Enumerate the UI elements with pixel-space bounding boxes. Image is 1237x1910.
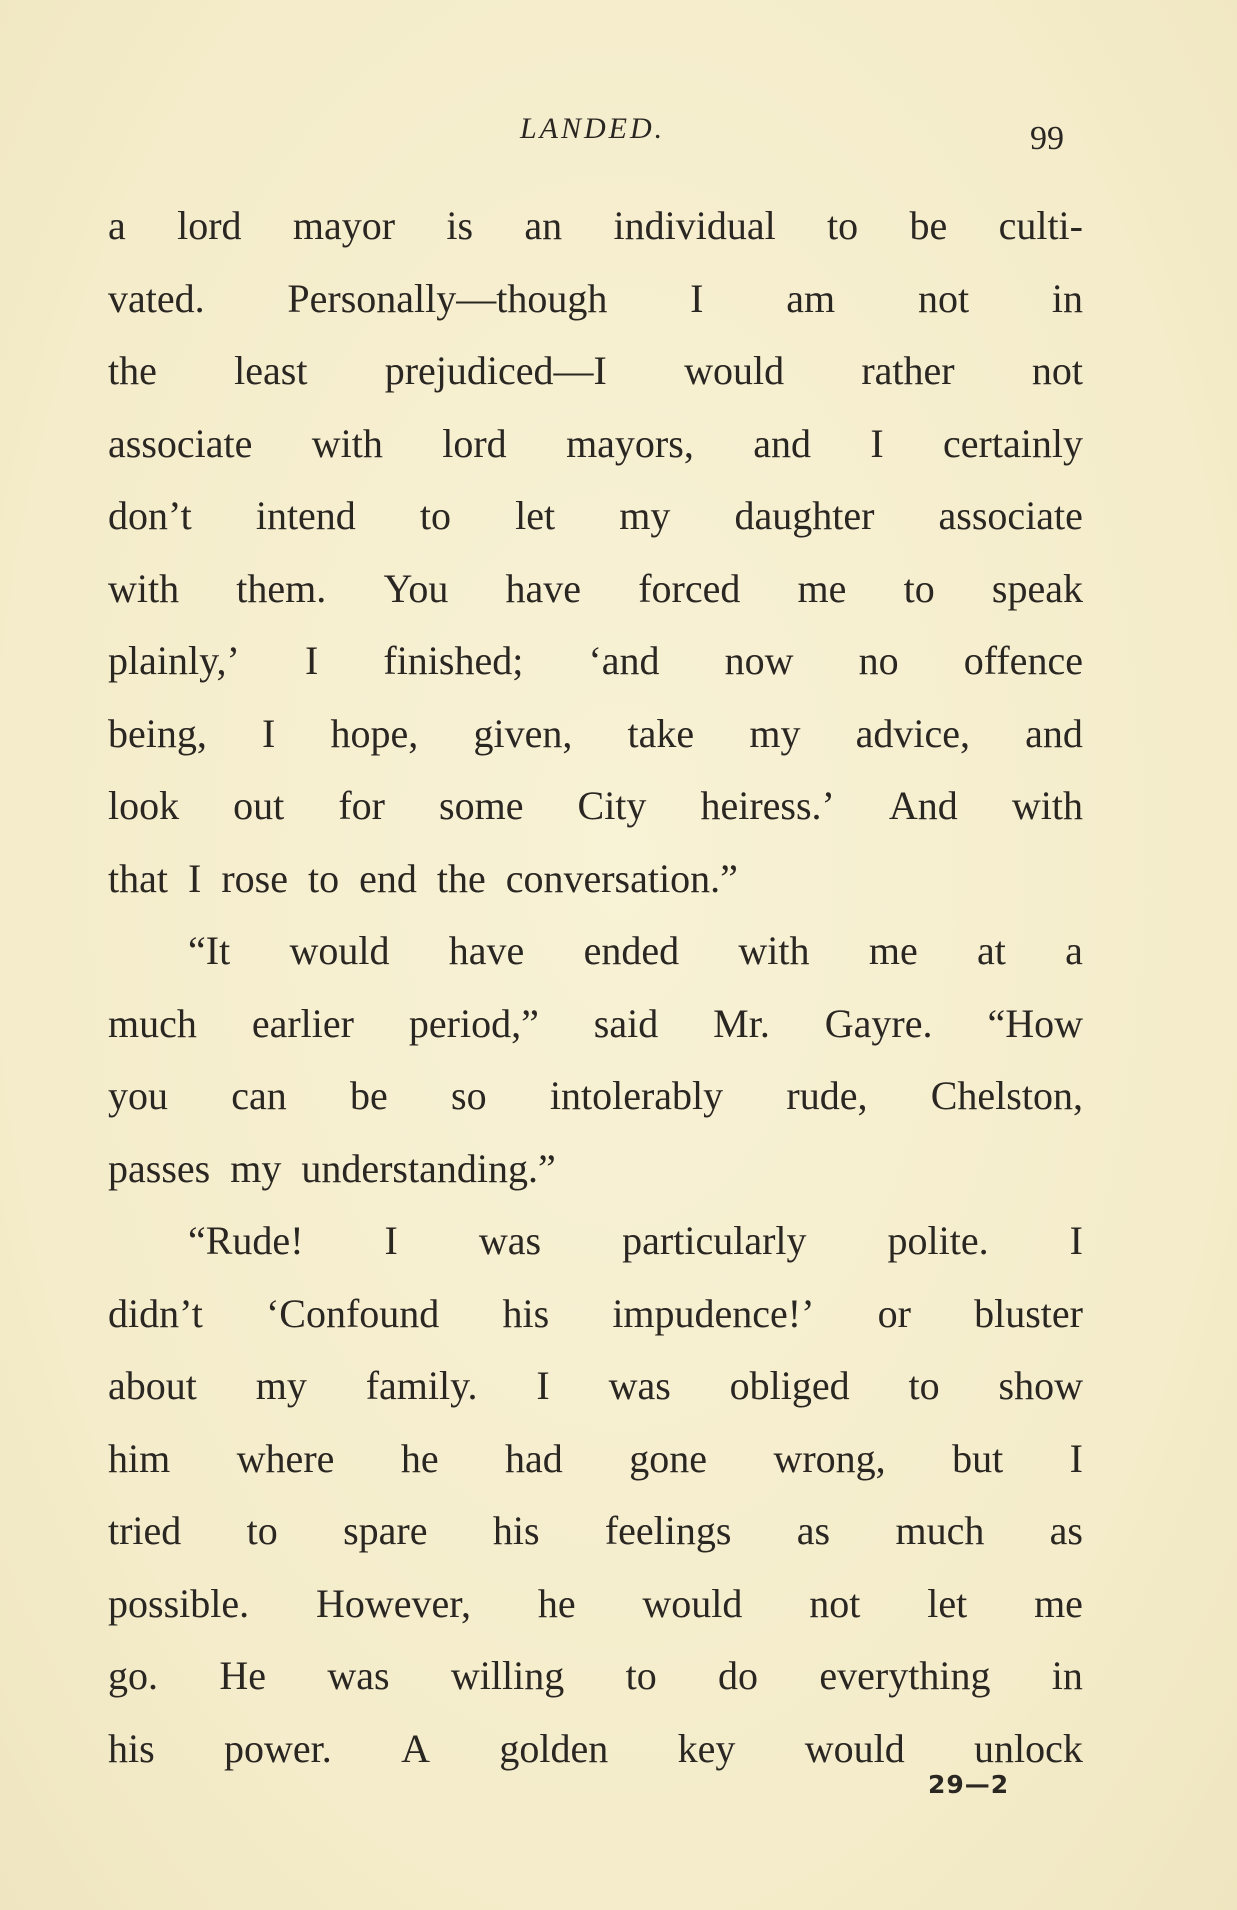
word: intolerably bbox=[549, 1073, 724, 1118]
word: given, bbox=[473, 710, 573, 756]
word: is bbox=[446, 203, 474, 248]
word: to bbox=[903, 565, 935, 611]
word: my bbox=[255, 1363, 307, 1408]
text-line bbox=[108, 988, 1083, 1061]
body-text bbox=[108, 190, 1083, 1785]
word: do bbox=[718, 1653, 759, 1698]
running-head bbox=[0, 112, 1237, 162]
word: “It bbox=[188, 928, 231, 973]
word: a bbox=[108, 203, 126, 248]
word: finished; bbox=[383, 638, 524, 683]
word: much bbox=[108, 1000, 197, 1046]
text-line bbox=[108, 1278, 1083, 1351]
word: obliged bbox=[729, 1363, 850, 1408]
word: bluster bbox=[974, 1290, 1083, 1336]
word: the bbox=[436, 855, 496, 901]
word: in bbox=[1051, 1653, 1083, 1698]
text-line bbox=[108, 1640, 1083, 1713]
word: was bbox=[327, 1653, 390, 1698]
word: my bbox=[230, 1145, 292, 1191]
word: Mr. bbox=[713, 1000, 770, 1046]
word: intend bbox=[255, 493, 356, 538]
word: said bbox=[593, 1000, 659, 1046]
word: gone bbox=[629, 1435, 707, 1481]
word: he bbox=[537, 1580, 576, 1626]
word: out bbox=[233, 783, 285, 828]
word: with bbox=[311, 420, 383, 466]
word: them. bbox=[236, 565, 327, 611]
word: had bbox=[505, 1435, 563, 1481]
word: for bbox=[338, 783, 385, 828]
word: tried bbox=[108, 1508, 182, 1553]
word: the bbox=[108, 348, 157, 393]
word: associate bbox=[108, 420, 253, 466]
word: rude, bbox=[786, 1073, 868, 1118]
text-line bbox=[108, 190, 1083, 263]
word: I bbox=[690, 275, 704, 321]
word: with bbox=[108, 565, 180, 611]
word: willing bbox=[450, 1653, 565, 1698]
word: me bbox=[868, 928, 918, 973]
word: my bbox=[619, 493, 671, 538]
word: his bbox=[492, 1508, 540, 1553]
word: would bbox=[289, 928, 390, 973]
word: You bbox=[383, 565, 449, 611]
text-line bbox=[108, 1568, 1083, 1641]
word: advice, bbox=[855, 710, 970, 756]
word: rather bbox=[861, 348, 955, 393]
word: as bbox=[796, 1508, 831, 1553]
word: mayors, bbox=[566, 420, 694, 466]
word: being, bbox=[108, 710, 207, 756]
word: not bbox=[809, 1580, 861, 1626]
word: to bbox=[908, 1363, 940, 1408]
word: me bbox=[797, 565, 847, 611]
word: heiress.’ bbox=[700, 783, 835, 828]
word: let bbox=[515, 493, 556, 538]
word: I bbox=[187, 855, 212, 901]
word: I bbox=[536, 1363, 550, 1408]
word: in bbox=[1051, 275, 1083, 321]
word: lord bbox=[442, 420, 507, 466]
text-line bbox=[108, 553, 1083, 626]
running-title: LANDED. bbox=[520, 112, 666, 145]
word: was bbox=[478, 1218, 542, 1263]
word: with bbox=[738, 928, 810, 973]
word: Chelston, bbox=[930, 1073, 1083, 1118]
word: culti- bbox=[998, 203, 1083, 248]
text-line bbox=[108, 480, 1083, 553]
text-line bbox=[108, 1133, 1083, 1206]
word: but bbox=[952, 1435, 1004, 1481]
word: be bbox=[350, 1073, 388, 1118]
word: go. bbox=[108, 1653, 158, 1698]
word: power. bbox=[224, 1725, 332, 1771]
word: feelings bbox=[604, 1508, 732, 1553]
word: earlier bbox=[251, 1000, 354, 1046]
word: family. bbox=[365, 1363, 478, 1408]
word: certainly bbox=[943, 420, 1083, 466]
text-line bbox=[108, 1350, 1083, 1423]
word: vated. bbox=[108, 275, 205, 321]
word: to bbox=[419, 493, 452, 538]
word: about bbox=[108, 1363, 197, 1408]
word: to bbox=[625, 1653, 657, 1698]
word: speak bbox=[991, 565, 1083, 611]
word: you bbox=[108, 1073, 168, 1118]
word: be bbox=[909, 203, 948, 248]
word: impudence!’ bbox=[612, 1290, 815, 1336]
word: now bbox=[724, 638, 794, 683]
word: let bbox=[927, 1580, 968, 1626]
word: not bbox=[1031, 348, 1083, 393]
word: plainly,’ bbox=[108, 638, 240, 683]
word: And bbox=[888, 783, 958, 828]
word: prejudiced—I bbox=[384, 348, 607, 393]
word: no bbox=[858, 638, 899, 683]
text-line bbox=[108, 1060, 1083, 1133]
word: an bbox=[524, 203, 563, 248]
word: period,” bbox=[408, 1000, 539, 1046]
word: understanding.” bbox=[301, 1145, 556, 1191]
word: “How bbox=[987, 1000, 1083, 1046]
word: have bbox=[448, 928, 525, 973]
word: City bbox=[577, 783, 647, 828]
word: offence bbox=[963, 638, 1083, 683]
word: I bbox=[1069, 1435, 1083, 1481]
word: with bbox=[1011, 783, 1083, 828]
word: not bbox=[917, 275, 970, 321]
word: or bbox=[877, 1290, 911, 1336]
word: my bbox=[749, 710, 801, 756]
word: hope, bbox=[330, 710, 419, 756]
word: am bbox=[786, 275, 836, 321]
text-line bbox=[108, 1495, 1083, 1568]
word: was bbox=[608, 1363, 671, 1408]
word: his bbox=[502, 1290, 550, 1336]
word: Gayre. bbox=[824, 1000, 933, 1046]
word: at bbox=[977, 928, 1006, 973]
word: to bbox=[827, 203, 859, 248]
word: I bbox=[1069, 1218, 1083, 1263]
word: would bbox=[642, 1580, 743, 1626]
word: much bbox=[895, 1508, 985, 1553]
word: rose bbox=[221, 855, 298, 901]
word: golden bbox=[499, 1725, 609, 1771]
word: “Rude! bbox=[188, 1218, 304, 1263]
word: have bbox=[505, 565, 582, 611]
word: I bbox=[870, 420, 884, 466]
word: ‘Confound bbox=[265, 1290, 440, 1336]
text-line bbox=[108, 1423, 1083, 1496]
word: would bbox=[804, 1725, 905, 1771]
text-line bbox=[108, 408, 1083, 481]
word: least bbox=[234, 348, 308, 393]
word: look bbox=[108, 783, 180, 828]
page-number: 99 bbox=[1030, 120, 1064, 157]
text-line bbox=[108, 263, 1083, 336]
word: show bbox=[998, 1363, 1083, 1408]
word: some bbox=[439, 783, 524, 828]
word: his bbox=[108, 1725, 155, 1771]
word: lord bbox=[177, 203, 242, 248]
word: didn’t bbox=[108, 1290, 203, 1336]
word: I bbox=[304, 638, 319, 683]
text-line bbox=[108, 915, 1083, 988]
word: individual bbox=[613, 203, 776, 248]
word: and bbox=[1025, 710, 1083, 756]
text-line bbox=[108, 1205, 1083, 1278]
word: polite. bbox=[887, 1218, 989, 1263]
word: he bbox=[400, 1435, 439, 1481]
word: as bbox=[1049, 1508, 1083, 1553]
word: key bbox=[677, 1725, 736, 1771]
word: unlock bbox=[974, 1725, 1083, 1771]
word: However, bbox=[315, 1580, 471, 1626]
word: everything bbox=[819, 1653, 991, 1698]
word: wrong, bbox=[773, 1435, 886, 1481]
word: Personally—though bbox=[287, 275, 608, 321]
text-line bbox=[108, 770, 1083, 843]
word: and bbox=[753, 420, 811, 466]
word: him bbox=[108, 1435, 171, 1481]
word: daughter bbox=[734, 493, 875, 538]
word: ‘and bbox=[588, 638, 660, 683]
word: I bbox=[384, 1218, 398, 1263]
word: passes bbox=[108, 1145, 221, 1191]
word: particularly bbox=[622, 1218, 807, 1263]
word: ended bbox=[583, 928, 680, 973]
word: take bbox=[627, 710, 695, 756]
text-line bbox=[108, 698, 1083, 771]
word: mayor bbox=[292, 203, 396, 248]
word: where bbox=[236, 1435, 335, 1481]
word: to bbox=[246, 1508, 278, 1553]
word: conversation.” bbox=[505, 855, 738, 901]
signature-mark: 29—2 bbox=[928, 1770, 1010, 1799]
word: I bbox=[262, 710, 276, 756]
word: a bbox=[1065, 928, 1083, 973]
word: that bbox=[108, 855, 178, 901]
word: me bbox=[1034, 1580, 1083, 1626]
word: possible. bbox=[108, 1580, 250, 1626]
text-line bbox=[108, 625, 1083, 698]
word: to bbox=[307, 855, 350, 901]
word: A bbox=[401, 1725, 431, 1771]
word: can bbox=[231, 1073, 287, 1118]
word: so bbox=[451, 1073, 487, 1118]
word: associate bbox=[938, 493, 1083, 538]
word: forced bbox=[638, 565, 741, 611]
word: end bbox=[359, 855, 427, 901]
word: would bbox=[684, 348, 785, 393]
word: don’t bbox=[108, 493, 192, 538]
text-line bbox=[108, 335, 1083, 408]
word: spare bbox=[343, 1508, 428, 1553]
word: He bbox=[219, 1653, 266, 1698]
text-line bbox=[108, 843, 1083, 916]
